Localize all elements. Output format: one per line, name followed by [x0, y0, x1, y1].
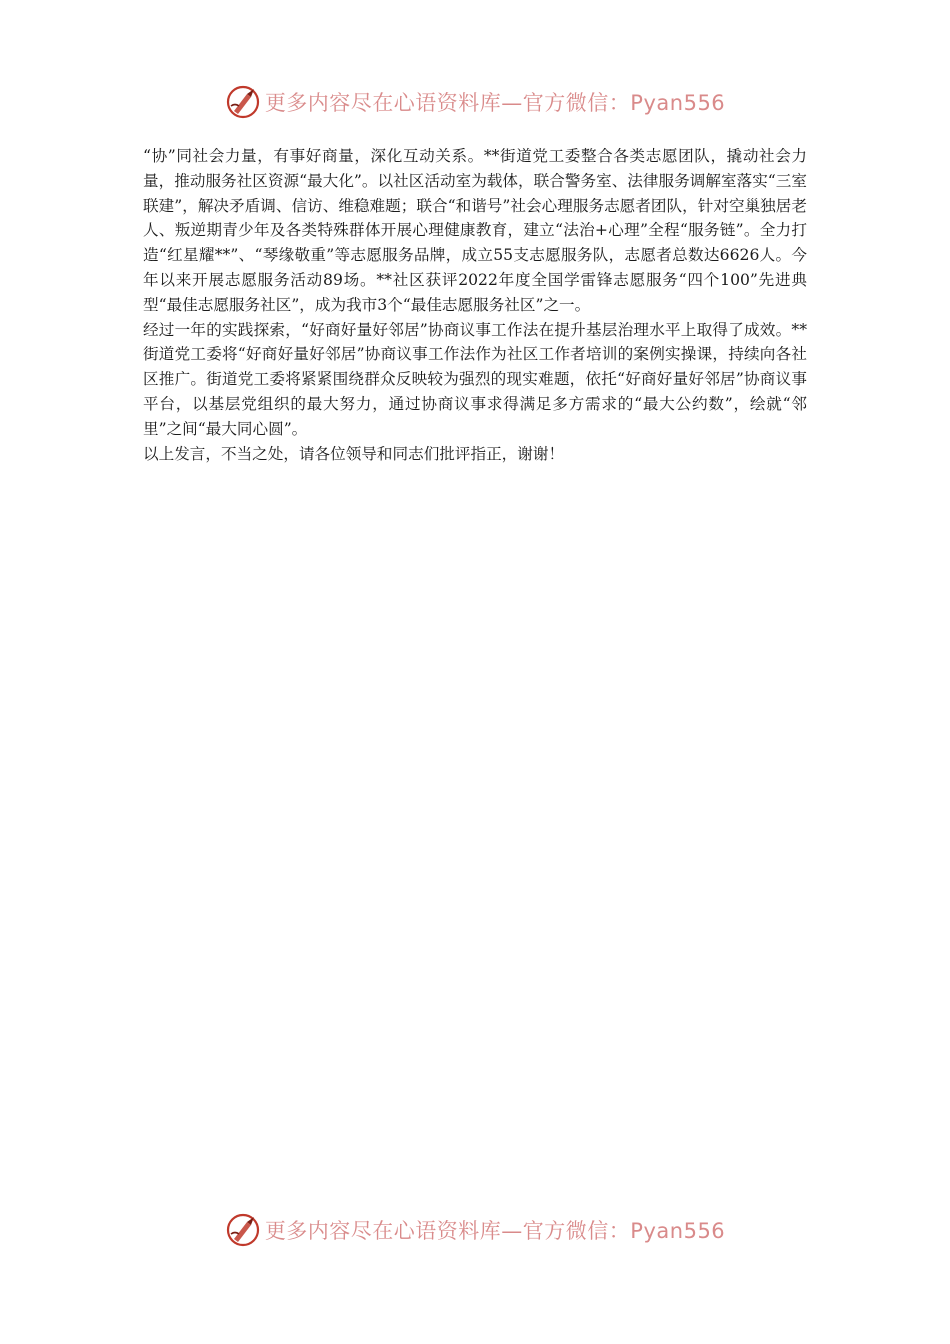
- pen-nib-logo-icon: [225, 1212, 261, 1248]
- header-banner: [0, 80, 950, 124]
- pen-nib-logo-icon: [225, 84, 261, 120]
- document-body: [143, 144, 807, 466]
- footer-banner-text: 更多内容尽在心语资料库—官方微信：Pyan556: [264, 1219, 726, 1243]
- paragraph-2: 经过一年的实践探索，“好商好量好邻居”协商议事工作法在提升基层治理水平上取得了成效。**街道党工委将“好商好量好邻居”协商议事工作法作为社区工作者培训的案例实操课，持续向各社区推广。街道党工委将紧紧围绕群众反映较为强烈的现实难题，依托“好商好量好邻居”协商议事平台，以基层党组织的最大努力，通过协商议事求得满足多方需求的“最大公约数”，绘就“邻里”之间“最大同心圆”。: [143, 320, 807, 438]
- paragraph-3: 以上发言，不当之处，请各位领导和同志们批评指正，谢谢！: [143, 444, 565, 463]
- header-banner-text: 更多内容尽在心语资料库—官方微信：Pyan556: [264, 91, 726, 115]
- footer-banner: [0, 1208, 950, 1252]
- paragraph-1: “协”同社会力量，有事好商量，深化互动关系。**街道党工委整合各类志愿团队，撬动社会力量，推动服务社区资源“最大化”。以社区活动室为载体，联合警务室、法律服务调解室落实“三室联建”，解决矛盾调、信访、维稳难题；联合“和谐号”社会心理服务志愿者团队，针对空巢独居老人、叛逆期青少年及各类特殊群体开展心理健康教育，建立“法治+心理”全程“服务链”。全力打造“红星耀**”、“琴缘敬重”等志愿服务品牌，成立55支志愿服务队，志愿者总数达6626人。今年以来开展志愿服务活动89场。**社区获评2022年度全国学雷锋志愿服务“四个100”先进典型“最佳志愿服务社区”，成为我市3个“最佳志愿服务社区”之一。: [143, 147, 807, 314]
